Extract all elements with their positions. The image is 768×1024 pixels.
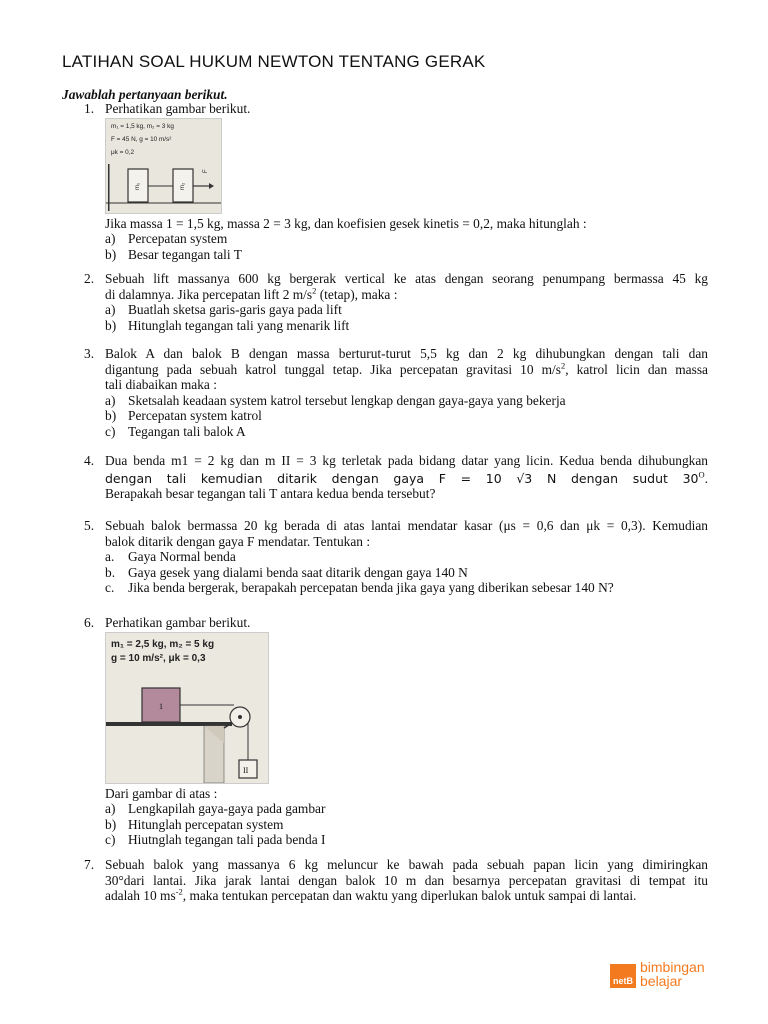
- sub-question-a: a) Buatlah sketsa garis-garis gaya pada lift: [105, 302, 342, 317]
- sub-question-b: b. Gaya gesek yang dialami benda saat ditarik dengan gaya 140 N: [105, 564, 468, 580]
- instruction: Jawablah pertanyaan berikut.: [62, 87, 228, 102]
- question-5: [84, 518, 708, 596]
- sub-question-b: b) Hitunglah tegangan tali yang menarik lift: [105, 317, 350, 333]
- question-text: digantung pada sebuah katrol tunggal tetap. Jika percepatan gravitasi 10 $m/s^2$, katrol licin dan massa: [105, 360, 708, 377]
- question-text: Balok A dan balok B dengan massa berturut-turut 5,5 kg dan 2 kg dihubungkan dengan tali dan: [105, 346, 708, 361]
- block-2-label: II: [243, 765, 249, 775]
- force-label: F: [203, 168, 209, 173]
- question-text: Dua benda m1 = 2 kg dan m II = 3 kg terletak pada bidang datar yang licin. Kedua benda dihubungkan: [105, 453, 708, 468]
- question-text: Sebuah lift massanya 600 kg bergerak vertical ke atas dengan seorang penumpang bermassa 45 kg: [105, 271, 708, 286]
- question-text: Perhatikan gambar berikut.: [105, 101, 251, 116]
- two-blocks-diagram: [106, 119, 221, 213]
- sub-question-c: c. Jika benda bergerak, berapakah percepatan benda jika gaya yang diberikan sebesar 140 N?: [105, 580, 614, 595]
- question-number: 1.: [84, 101, 95, 116]
- sub-question-a: a) Sketsalah keadaan system katrol tersebut lengkap dengan gaya-gaya yang bekerja: [105, 392, 566, 408]
- fig6-label-masses: m₁ = 2,5 kg, m₂ = 5 kg: [111, 638, 215, 650]
- figure-two-blocks: [105, 118, 222, 214]
- figure-pulley-system: [105, 632, 269, 784]
- pulley-diagram: [106, 633, 268, 783]
- logo-text: bimbingan belajar: [640, 959, 705, 989]
- block-m2-label: m₂: [180, 182, 186, 190]
- question-text: Perhatikan gambar berikut.: [105, 615, 251, 630]
- question-text-after: Dari gambar di atas :: [105, 785, 218, 801]
- block-1-label: 1: [159, 701, 163, 711]
- question-4: [84, 453, 708, 502]
- bimbingan-belajar-logo: [610, 960, 710, 992]
- sub-question-a: a) Percepatan system: [105, 231, 228, 246]
- question-6: [84, 615, 708, 848]
- question-number: 5.: [84, 518, 95, 533]
- page-title: LATIHAN SOAL HUKUM NEWTON TENTANG GERAK: [62, 52, 486, 71]
- question-text: Sebuah balok yang massanya 6 kg meluncur ke bawah pada sebuah papan licin yang dimiringkan: [105, 857, 708, 872]
- fig1-label-friction: μk = 0,2: [111, 148, 135, 156]
- sub-question-a: a. Gaya Normal benda: [105, 549, 236, 564]
- question-text: tali diabaikan maka :: [105, 377, 217, 392]
- sub-question-b: b) Percepatan system katrol: [105, 408, 262, 423]
- question-text: 30°dari lantai. Jika jarak lantai dengan balok 10 m dan besarnya percepatan gravitasi di tempat itu: [105, 872, 708, 888]
- question-text: balok ditarik dengan gaya F mendatar. Tentukan :: [105, 533, 371, 549]
- question-1: [84, 101, 708, 262]
- question-text-after: Jika massa 1 = 1,5 kg, massa 2 = 3 kg, dan koefisien gesek kinetis = 0,2, maka hitunglah :: [105, 215, 587, 231]
- logo-mark: netB: [610, 964, 636, 988]
- question-2: [84, 271, 708, 333]
- question-text: di dalamnya. Jika percepatan lift 2 $m/s^2$ (tetap), maka :: [105, 285, 398, 302]
- fig6-label-gravity: g = 10 m/s², μk = 0,3: [111, 652, 206, 664]
- question-7: [84, 857, 708, 904]
- question-text: dengan tali kemudian ditarik dengan gaya F = 10 √3 N dengan sudut $30^O$.: [105, 469, 708, 486]
- question-number: 7.: [84, 857, 95, 872]
- sub-question-a: a) Lengkapilah gaya-gaya pada gambar: [105, 801, 326, 816]
- block-m1-label: m₁: [135, 182, 141, 190]
- sub-question-b: b) Hitunglah percepatan system: [105, 816, 284, 832]
- question-3: [84, 346, 708, 439]
- question-text: Berapakah besar tegangan tali T antara kedua benda tersebut?: [105, 486, 436, 501]
- question-number: 4.: [84, 453, 95, 468]
- question-number: 2.: [84, 271, 95, 286]
- sub-question-b: b) Besar tegangan tali T: [105, 246, 242, 262]
- fig1-label-masses: m₁ = 1,5 kg, m₂ = 3 kg: [111, 122, 174, 130]
- sub-question-c: c) Tegangan tali balok A: [105, 423, 246, 439]
- question-text: adalah 10 $ms^{-2}$, maka tentukan percepatan dan waktu yang diperlukan balok untuk sampai di lantai.: [105, 886, 637, 903]
- sub-question-c: c) Hiutnglah tegangan tali pada benda I: [105, 832, 326, 847]
- question-text: Sebuah balok bermassa 20 kg berada di atas lantai mendatar kasar (μs = 0,6 dan μk = 0,3). Kemudian: [105, 518, 708, 533]
- question-number: 6.: [84, 615, 95, 630]
- fig1-label-force: F = 45 N, g = 10 m/s²: [111, 135, 172, 143]
- question-number: 3.: [84, 346, 95, 361]
